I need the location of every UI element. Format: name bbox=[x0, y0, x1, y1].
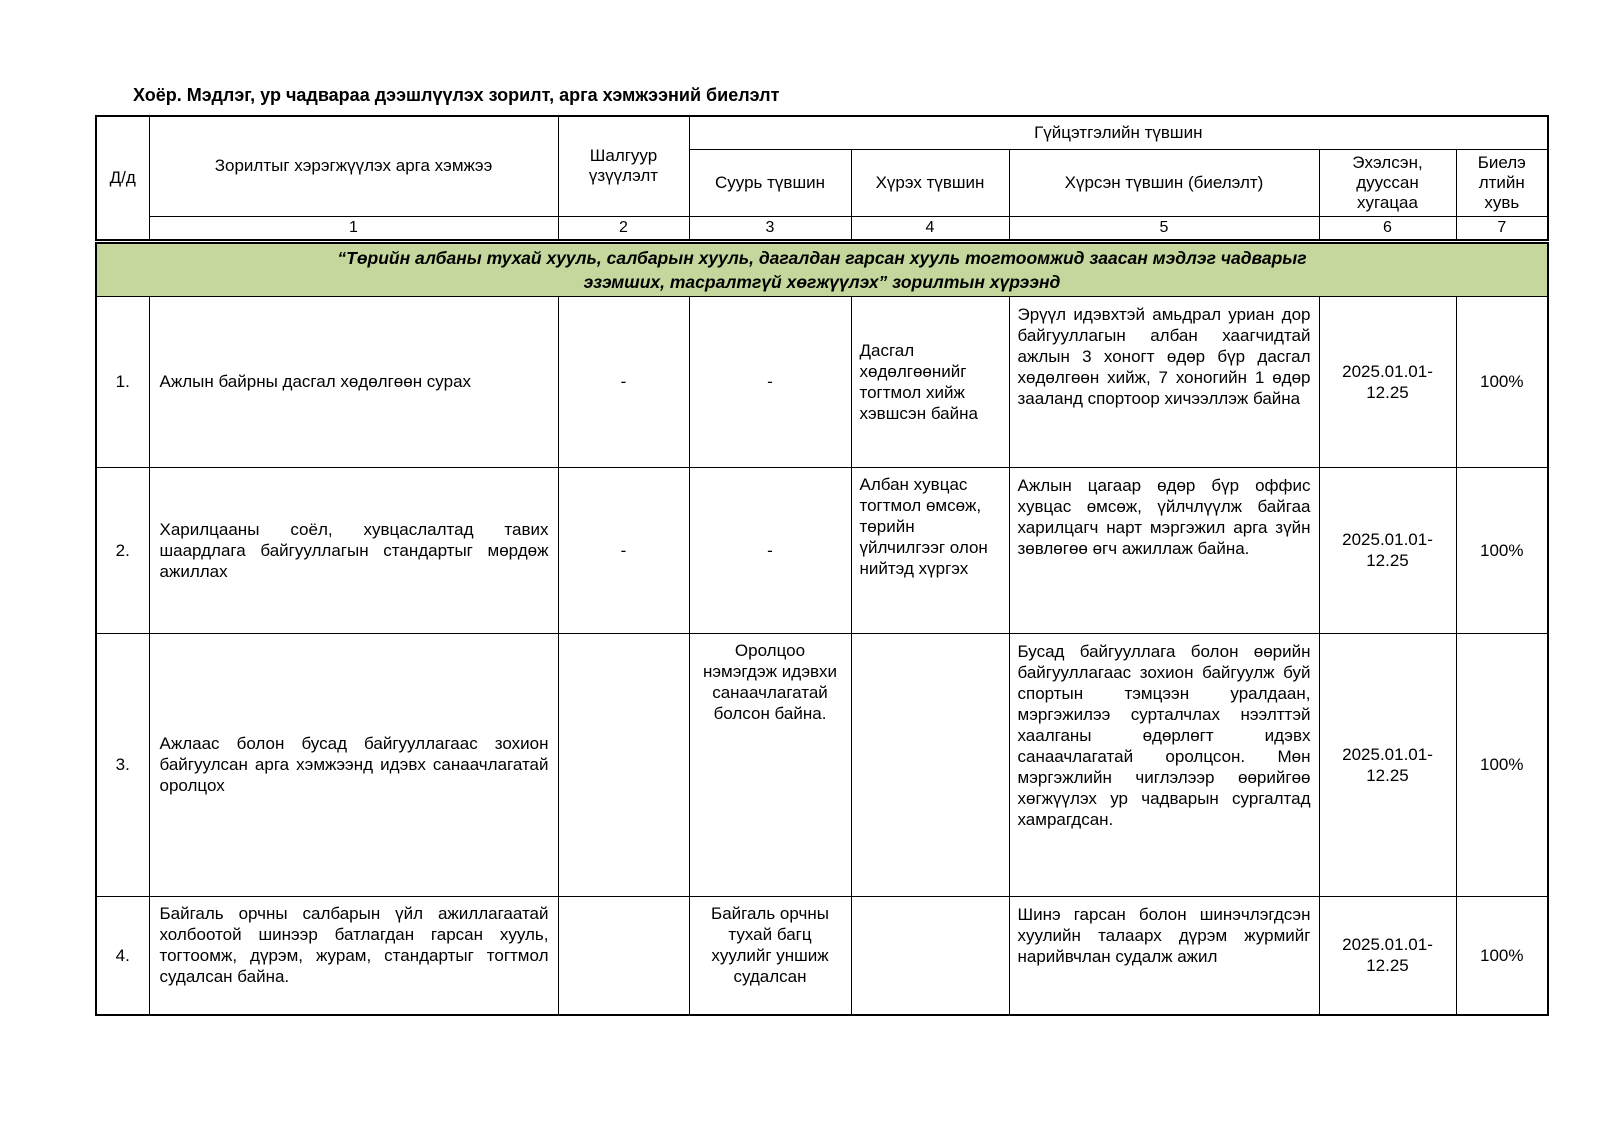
row-2-period: 2025.01.01-12.25 bbox=[1319, 467, 1456, 633]
row-3-reached: Бусад байгууллага болон өөрийн байгууллагаас зохион байгуулж буй спортын тэмцээн уралдаан, мэргэжилээ сурталчлах нээлттэй хаалганы өдөрлөгт идэвх санаачлагатай оролцсон. Мөн мэргэжлийн чиглэлээр өөрийгөө хөгжүүлэх ур чадварын сургалтад хамрагдсан. bbox=[1009, 633, 1319, 896]
row-2-target: Албан хувцас тогтмол өмсөж, төрийн үйлчилгээг олон нийтэд хүргэх bbox=[851, 467, 1009, 633]
row-4-number: 4. bbox=[96, 896, 149, 1015]
header-performance-group: Гүйцэтгэлийн түвшин bbox=[689, 116, 1548, 149]
header-measure: Зорилтыг хэрэгжүүлэх арга хэмжээ bbox=[149, 116, 558, 216]
column-number-row bbox=[96, 216, 1548, 241]
section-banner bbox=[96, 241, 1548, 296]
row-3-criteria bbox=[558, 633, 689, 896]
col-number-2: 2 bbox=[558, 216, 689, 241]
row-1-measure: Ажлын байрны дасгал хөдөлгөөн сурах bbox=[149, 296, 558, 467]
row-3-measure: Ажлаас болон бусад байгууллагаас зохион байгуулсан арга хэмжээнд идэвх санаачлагатай оролцох bbox=[149, 633, 558, 896]
col-number-3: 3 bbox=[689, 216, 851, 241]
row-2-percent: 100% bbox=[1456, 467, 1548, 633]
row-1-target: Дасгал хөдөлгөөнийг тогтмол хийж хэвшсэн байна bbox=[851, 296, 1009, 467]
row-2-measure: Харилцааны соёл, хувцаслалтад тавих шаардлага байгууллагын стандартыг мөрдөж ажиллах bbox=[149, 467, 558, 633]
section-banner-text: “Төрийн албаны тухай хууль, салбарын хууль, дагалдан гарсан хууль тогтоомжид заасан мэдлэг чадварыг эзэмших, тасралтгүй хөгжүүлэх” зорилтын хүрээнд bbox=[337, 247, 1307, 292]
row-1-percent: 100% bbox=[1456, 296, 1548, 467]
row-2-criteria: - bbox=[558, 467, 689, 633]
table-row bbox=[96, 467, 1548, 633]
col-number-4: 4 bbox=[851, 216, 1009, 241]
row-4-percent: 100% bbox=[1456, 896, 1548, 1015]
col-number-6: 6 bbox=[1319, 216, 1456, 241]
header-target-level: Хүрэх түвшин bbox=[851, 149, 1009, 216]
row-2-base: - bbox=[689, 467, 851, 633]
row-1-period: 2025.01.01-12.25 bbox=[1319, 296, 1456, 467]
row-1-criteria: - bbox=[558, 296, 689, 467]
row-4-reached: Шинэ гарсан болон шинэчлэгдсэн хуулийн талаарх дүрэм журмийг нарийвчлан судалж ажил bbox=[1009, 896, 1319, 1015]
row-1-reached: Эрүүл идэвхтэй амьдрал уриан дор байгууллагын албан хаагчидтай ажлын 3 хоногт өдөр бүр дасгал хөдөлгөөн хийж, 7 хоногийн 1 өдөр зааланд спортоор хичээллэж байна bbox=[1009, 296, 1319, 467]
header-dd: Д/д bbox=[96, 116, 149, 241]
header-period: Эхэлсэн, дууссан хугацаа bbox=[1319, 149, 1456, 216]
header-percent: Биелэ​лтийн хувь bbox=[1456, 149, 1548, 216]
col-number-7: 7 bbox=[1456, 216, 1548, 241]
row-3-target bbox=[851, 633, 1009, 896]
row-2-number: 2. bbox=[96, 467, 149, 633]
row-4-target bbox=[851, 896, 1009, 1015]
row-3-base: Оролцоо нэмэгдэж идэвхи санаачлагата​й болсон байна. bbox=[689, 633, 851, 896]
row-1-base: - bbox=[689, 296, 851, 467]
header-row-1 bbox=[96, 116, 1548, 149]
row-4-base: Байгаль орчны тухай багц хуулийг уншиж судалсан bbox=[689, 896, 851, 1015]
table-row bbox=[96, 633, 1548, 896]
header-base-level: Суурь түвшин bbox=[689, 149, 851, 216]
table-row bbox=[96, 896, 1548, 1015]
row-4-measure: Байгаль орчны салбарын үйл ажиллагаатай холбоотой шинээр батлагдан гарсан хууль, тогтоомж, дүрэм, журам, стандартыг тогтмол судалсан байна. bbox=[149, 896, 558, 1015]
header-reached-level: Хүрсэн түвшин (биелэлт) bbox=[1009, 149, 1319, 216]
row-3-percent: 100% bbox=[1456, 633, 1548, 896]
row-4-criteria bbox=[558, 896, 689, 1015]
col-number-1: 1 bbox=[149, 216, 558, 241]
page-title: Хоёр. Мэдлэг, ур чадвараа дээшлүүлэх зорилт, арга хэмжээний биелэлт bbox=[133, 85, 780, 105]
row-3-period: 2025.01.01-12.25 bbox=[1319, 633, 1456, 896]
performance-table bbox=[95, 115, 1549, 1016]
row-2-reached: Ажлын цагаар өдөр бүр оффис хувцас өмсөж, үйлчлүүлж байгаа харилцагч нарт мэргэжил арга зүйн зөвлөгөө өгч ажиллаж байна. bbox=[1009, 467, 1319, 633]
table-row bbox=[96, 296, 1548, 467]
section-banner-row bbox=[96, 241, 1548, 296]
col-number-5: 5 bbox=[1009, 216, 1319, 241]
header-criteria: Шалгуур үзүүлэлт bbox=[558, 116, 689, 216]
row-3-number: 3. bbox=[96, 633, 149, 896]
row-4-period: 2025.01.01-12.25 bbox=[1319, 896, 1456, 1015]
row-1-number: 1. bbox=[96, 296, 149, 467]
